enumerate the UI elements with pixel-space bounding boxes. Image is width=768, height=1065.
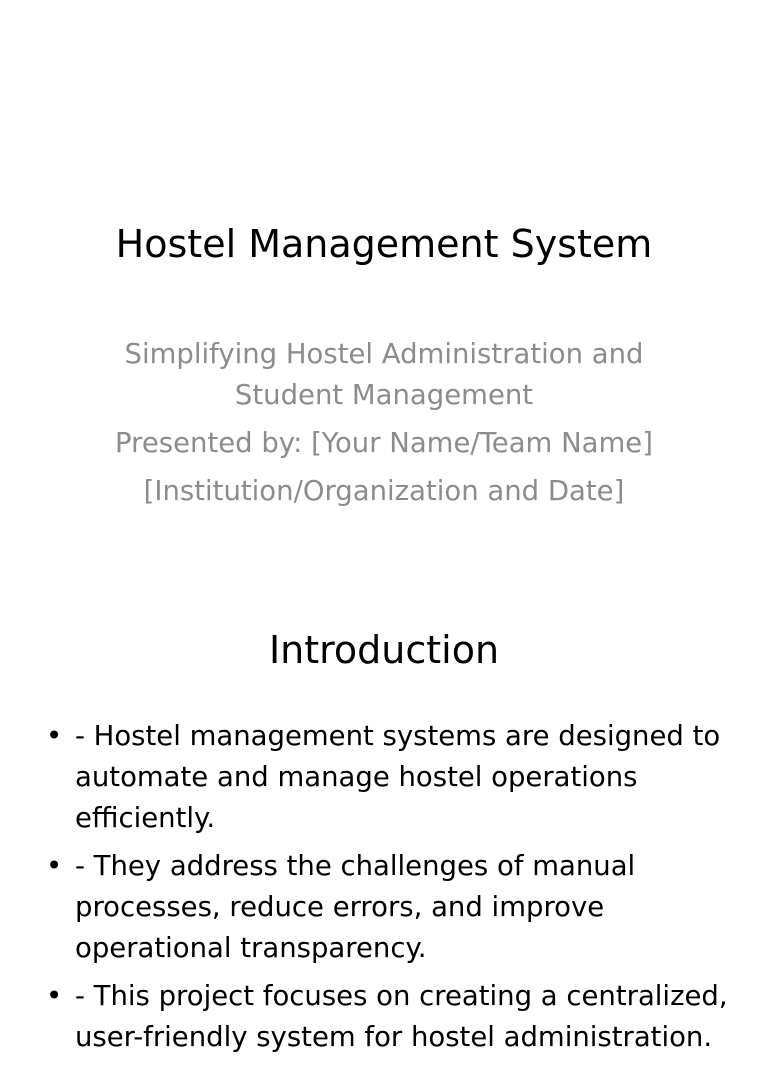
subtitle-institution: [Institution/Organization and Date]	[143, 475, 625, 507]
bullet-text: - Hostel management systems are designed to automate and manage hostel operations efficiently.	[75, 720, 721, 834]
slide-subtitle	[110, 334, 658, 519]
bullet-item	[40, 716, 740, 839]
bullet-item	[40, 846, 740, 969]
subtitle-presenter: Presented by: [Your Name/Team Name]	[115, 427, 653, 459]
bullet-text: - They address the challenges of manual processes, reduce errors, and improve operational transparency.	[75, 850, 636, 964]
bullet-dot-icon: •	[46, 720, 63, 752]
slide-title: Hostel Management System	[115, 222, 653, 266]
bullet-dot-icon: •	[46, 980, 63, 1012]
bullet-dot-icon: •	[46, 850, 63, 882]
bullet-item	[40, 976, 740, 1058]
introduction-heading: Introduction	[268, 628, 500, 672]
bullet-text: - This project focuses on creating a centralized, user-friendly system for hostel administration.	[75, 980, 728, 1053]
subtitle-tagline: Simplifying Hostel Administration and Student Management	[124, 338, 644, 411]
introduction-bullet-list	[40, 716, 740, 1065]
